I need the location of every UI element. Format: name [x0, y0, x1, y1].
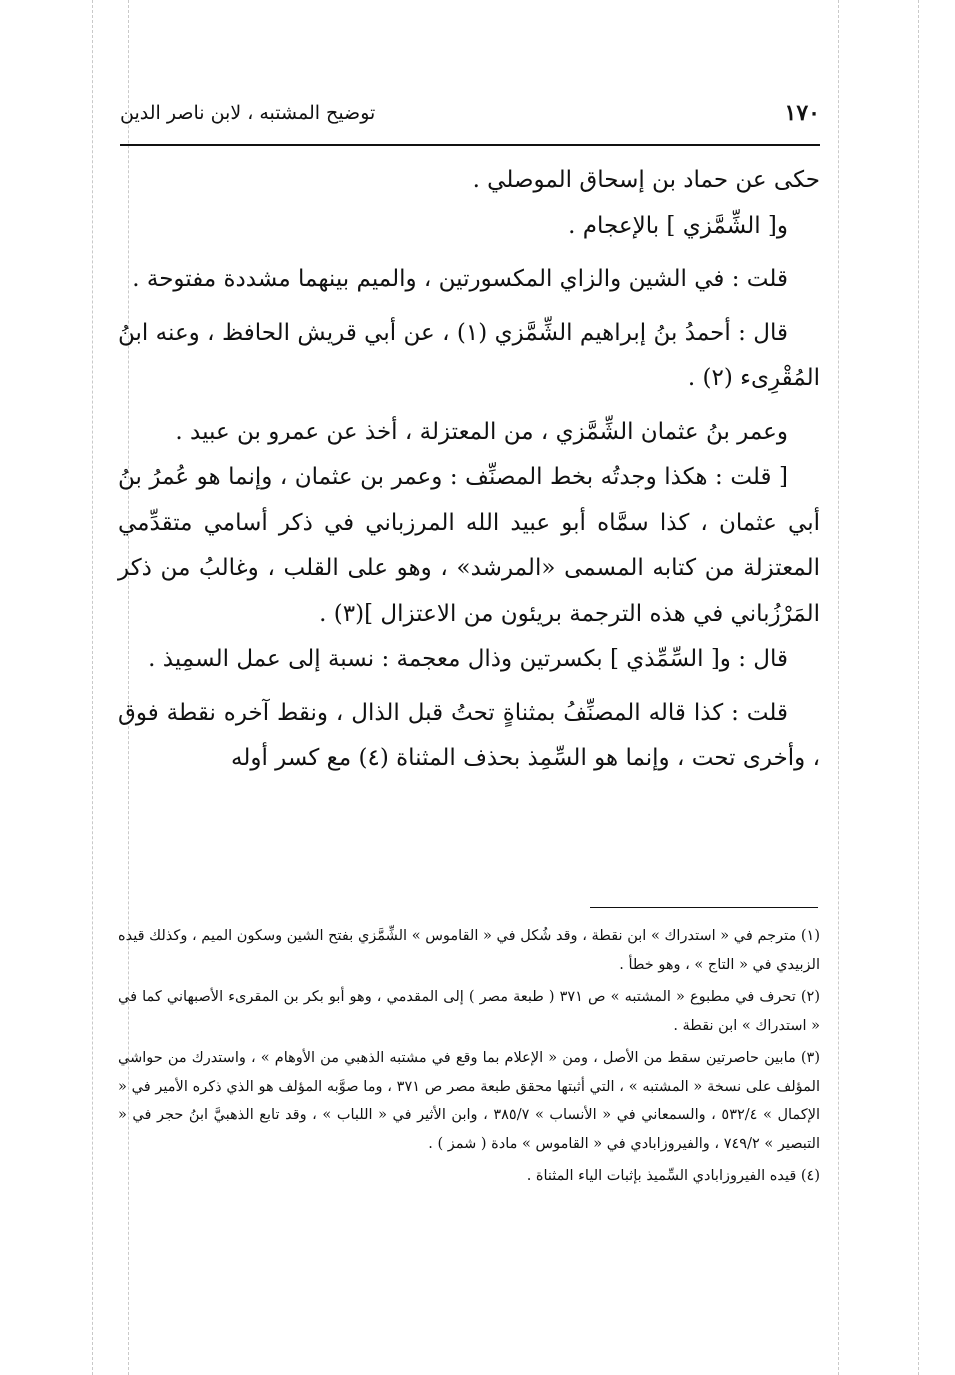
- paragraph: قال : و[ السِّمِّذي ] بكسرتين وذال معجمة : نسبة إلى عمل السمِيذ .: [148, 646, 788, 672]
- footnote: (٣) مابين حاصرتين سقط من الأصل ، ومن « الإعلام بما وقع في مشتبه الذهبي من الأوهام » ، واستدرك من حواشي المؤلف على نسخة « المشتبه » ، التي أثبتها محقق طبعة مصر ص ٣٧١ ، وما صوَّبه المؤلف هو الذي ذكره الأمير في « الإكمال » ٥٣٢/٤ ، والسمعاني في « الأنساب » ٣٨٥/٧ ، وابن الأثير في « اللباب » ، وقد تابع الذهبيَّ ابنُ حجر في « التبصير » ٧٤٩/٢ ، والفيروزابادي في « القاموس » مادة ( شمز ) .: [118, 1050, 820, 1152]
- paragraph: قال : أحمدُ بنُ إبراهيم الشِّمَّزي (١) ، عن أبي قريش الحافظ ، وعنه ابنُ المُقْرِىء (٢) .: [118, 319, 820, 391]
- footnote-rule: [590, 907, 818, 908]
- page-number: ١٧٠: [784, 100, 820, 126]
- margin-mark: [92, 0, 93, 1375]
- header-rule: [120, 144, 820, 146]
- paragraph: حكى عن حماد بن إسحاق الموصلي .: [472, 167, 820, 193]
- margin-mark: [918, 0, 919, 1375]
- footnote: (٢) تحرف في مطبوع « المشتبه » ص ٣٧١ ( طبعة مصر ) إلى المقدمي ، وهو أبو بكر بن المقرىء الأصبهاني كما في « استدراك » ابن نقطة .: [118, 989, 820, 1034]
- footnote: (٤) قيده الفيروزابادي السِّميذ بإثبات الياء المثناة .: [526, 1168, 820, 1184]
- paragraph: قلت : كذا قاله المصنِّفُ بمثناةٍ تحتُ قبل الذال ، ونقط آخره نقطة فوق ، وأخرى تحت ، وإنما هو السِّمِذ بحذف المثناة (٤) مع كسر أوله: [118, 699, 820, 771]
- footnote: (١) مترجم في « استدراك » ابن نقطة ، وقد شُكل في « القاموس » الشِّمَّزي بفتح الشين وسكون الميم ، وكذلك قيده الزبيدي في « التاج » ، وهو خطأ .: [118, 928, 820, 973]
- footnotes: [118, 922, 820, 1195]
- paragraph: وعمر بنُ عثمان الشِّمَّزي ، من المعتزلة ، أخذ عن عمرو بن عبيد .: [175, 418, 788, 445]
- running-header: [120, 100, 820, 134]
- book-title: توضيح المشتبه ، لابن ناصر الدين: [120, 102, 376, 124]
- paragraph: و[ الشِّمَّزي ] بالإعجام .: [568, 212, 788, 239]
- paragraph: قلت : في الشين والزاي المكسورتين ، والميم بينهما مشددة مفتوحة .: [132, 266, 788, 292]
- margin-mark: [838, 0, 839, 1375]
- main-text: [118, 158, 820, 782]
- paragraph: [ قلت : هكذا وجدتُه بخط المصنِّف : وعمر بن عثمان ، وإنما هو عُمرُ بنُ أبي عثمان ، كذا سمَّاه أبو عبيد الله المرزباني في ذكر أسامي متقدِّمي المعتزلة من كتابه المسمى «المرشد» ، وهو على القلب ، وغالبُ من ذكر المَرْزُباني في هذه الترجمة بريئون من الاعتزال ](٣) .: [118, 464, 820, 627]
